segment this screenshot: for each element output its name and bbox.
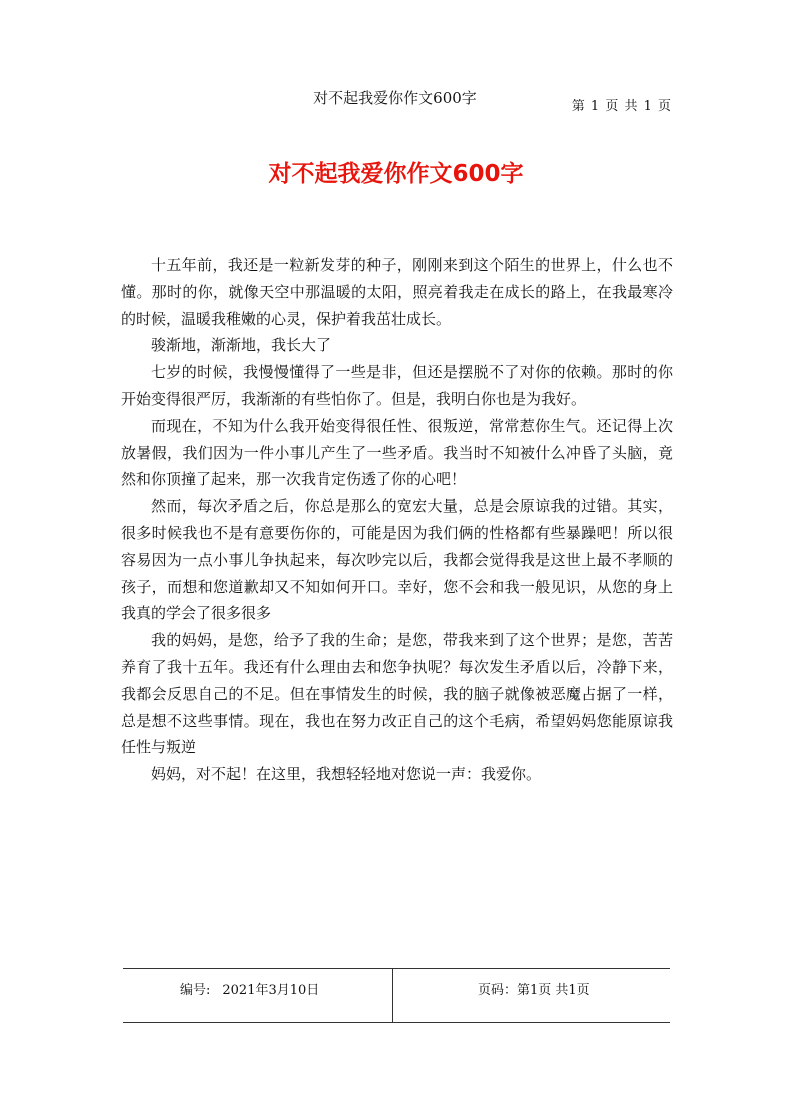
paragraph: 七岁的时候，我慢慢懂得了一些是非，但还是摆脱不了对你的依赖。那时的你开始变得很严厉，我渐渐的有些怕你了。但是，我明白你也是为我好。: [121, 363, 673, 408]
footer-number-cell: [180, 982, 319, 1000]
footer-date: 2021年3月10日: [222, 983, 320, 998]
document-title: 对不起我爱你作文600字: [268, 161, 524, 187]
paragraph: 十五年前，我还是一粒新发芽的种子，刚刚来到这个陌生的世界上，什么也不懂。那时的你，就像天空中那温暖的太阳，照亮着我走在成长的路上，在我最寒冷的时候，温暖我稚嫩的心灵，保护着我茁壮成长。: [121, 256, 673, 328]
footer-number-label: 编号:: [180, 983, 211, 998]
footer-top-rule: [123, 968, 670, 969]
document-body: [121, 252, 673, 788]
header-title: 对不起我爱你作文600字: [313, 89, 477, 107]
footer-column-divider: [392, 968, 393, 1022]
footer-page-label: 页码：第1页 共1页: [478, 983, 590, 998]
paragraph: 我的妈妈，是您，给予了我的生命；是您，带我来到了这个世界；是您，苦苦养育了我十五年。我还有什么理由去和您争执呢？每次发生矛盾以后，冷静下来，我都会反思自己的不足。但在事情发生的时候，我的脑子就像被恶魔占据了一样，总是想不这些事情。现在，我也在努力改正自己的这个毛病，希望妈妈您能原谅我任性与叛逆: [121, 631, 673, 757]
footer-bottom-rule: [123, 1022, 670, 1023]
paragraph: 骏渐地，渐渐地，我长大了: [151, 336, 332, 355]
paragraph: 而现在，不知为什么我开始变得很任性、很叛逆，常常惹你生气。还记得上次放暑假，我们因为一件小事儿产生了一些矛盾。我当时不知被什么冲昏了头脑，竟然和你顶撞了起来，那一次我肯定伤透了你的心吧！: [121, 416, 673, 489]
header-page-info: 第 1 页 共 1 页: [571, 99, 672, 114]
paragraph: 然而，每次矛盾之后，你总是那么的宽宏大量，总是会原谅我的过错。其实，很多时候我也不是有意要伤你的，可能是因为我们俩的性格都有些暴躁吧！所以很容易因为一点小事儿争执起来，每次吵完以后，我都会觉得我是这世上最不孝顺的孩子，而想和您道歉却又不知如何开口。幸好，您不会和我一般见识，从您的身上我真的学会了很多很多: [121, 497, 673, 623]
paragraph: 妈妈，对不起！在这里，我想轻轻地对您说一声：我爱你。: [151, 765, 542, 784]
